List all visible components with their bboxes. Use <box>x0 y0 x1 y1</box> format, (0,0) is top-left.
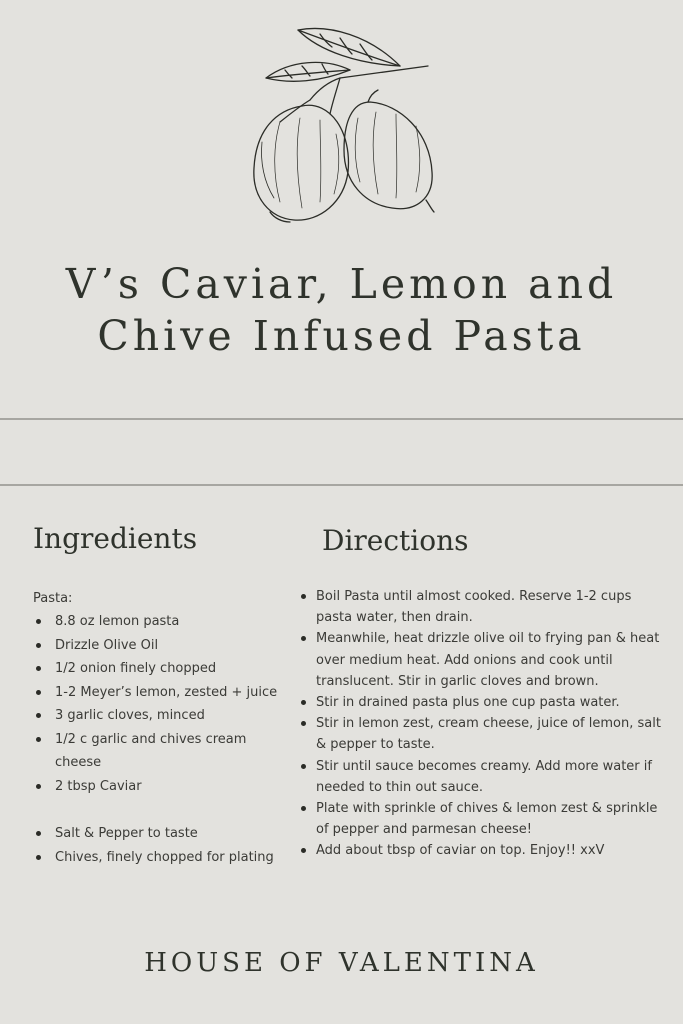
ingredient-item: 2 tbsp Caviar <box>33 775 278 799</box>
ingredients-list <box>33 610 278 869</box>
direction-step: Plate with sprinkle of chives & lemon zest & sprinkle of pepper and parmesan cheese! <box>301 798 661 840</box>
direction-step: Meanwhile, heat drizzle olive oil to frying pan & heat over medium heat. Add onions and cook until translucent. Stir in garlic cloves and brown. <box>301 628 661 692</box>
ingredient-item: 3 garlic cloves, minced <box>33 704 278 728</box>
divider-bottom <box>0 484 683 486</box>
direction-step: Add about tbsp of caviar on top. Enjoy!! xxV <box>301 840 661 861</box>
direction-step: Boil Pasta until almost cooked. Reserve 1-2 cups pasta water, then drain. <box>301 586 661 628</box>
directions-list <box>301 586 661 862</box>
ingredient-item: 1/2 onion finely chopped <box>33 657 278 681</box>
direction-step: Stir in lemon zest, cream cheese, juice of lemon, salt & pepper to taste. <box>301 713 661 755</box>
brand-footer: HOUSE OF VALENTINA <box>144 948 539 978</box>
ingredient-item: Chives, finely chopped for plating <box>33 846 278 870</box>
divider-top <box>0 418 683 420</box>
ingredient-item: 1/2 c garlic and chives cream cheese <box>33 728 278 775</box>
ingredients-subheading: Pasta: <box>33 591 73 606</box>
direction-step: Stir in drained pasta plus one cup pasta water. <box>301 692 661 713</box>
directions-heading: Directions <box>322 524 469 557</box>
lemon-branch-illustration <box>240 22 440 232</box>
ingredients-section <box>33 587 278 869</box>
directions-section <box>301 586 661 862</box>
ingredient-item: Drizzle Olive Oil <box>33 634 278 658</box>
ingredient-item: 1-2 Meyer’s lemon, zested + juice <box>33 681 278 705</box>
ingredients-heading: Ingredients <box>33 522 198 555</box>
ingredient-item: 8.8 oz lemon pasta <box>33 610 278 634</box>
ingredient-item: Salt & Pepper to taste <box>33 822 278 846</box>
recipe-title <box>0 258 683 362</box>
recipe-title-line-2: Chive Infused Pasta <box>97 312 586 360</box>
direction-step: Stir until sauce becomes creamy. Add more water if needed to thin out sauce. <box>301 756 661 798</box>
recipe-title-line-1: V’s Caviar, Lemon and <box>65 260 618 308</box>
